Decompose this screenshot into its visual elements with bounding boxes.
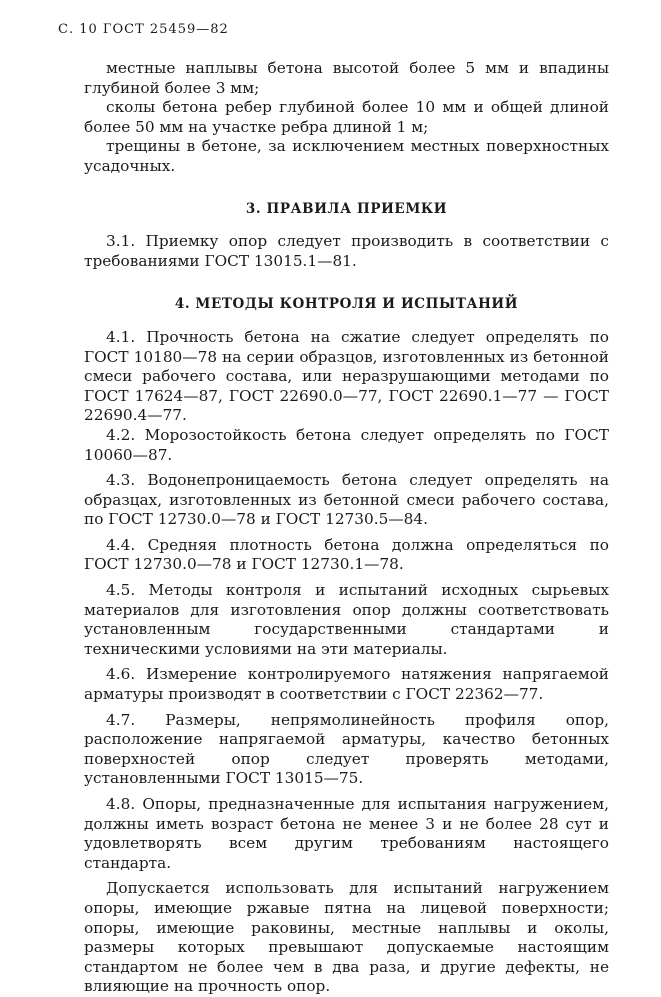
clause-4-2: 4.2. Морозостойкость бетона следует определять по ГОСТ 10060—87. xyxy=(84,425,609,464)
clause-4-6: 4.6. Измерение контролируемого натяжения напрягаемой арматуры производят в соответствии с ГОСТ 22362—77. xyxy=(84,665,609,704)
document-body xyxy=(84,59,609,997)
clause-4-4: 4.4. Средняя плотность бетона должна определяться по ГОСТ 12730.0—78 и ГОСТ 12730.1—78. xyxy=(84,535,609,574)
clause-4-7: 4.7. Размеры, непрямолинейность профиля опор, расположение напрягаемой арматуры, качество бетонных поверхностей опор следует проверять методами, установленными ГОСТ 13015—75. xyxy=(84,710,609,788)
clause-4-8-note: Допускается использовать для испытаний нагружением опоры, имеющие ржавые пятна на лицевой поверхности; опоры, имеющие раковины, местные наплывы и околы, размеры которых превышают допускаемые настоящим стандартом не более чем в два раза, и другие дефекты, не влияющие на прочность опор. xyxy=(84,879,609,996)
intro-item-2: сколы бетона ребер глубиной более 10 мм и общей длиной более 50 мм на участке ребра длиной 1 м; xyxy=(84,98,609,136)
clause-4-1: 4.1. Прочность бетона на сжатие следует определять по ГОСТ 10180—78 на серии образцов, изготовленных из бетонной смеси рабочего состава, или неразрушающими методами по ГОСТ 17624—87, ГОСТ 22690.0—77, ГОСТ 22690.1—77 — ГОСТ 22690.4—77. xyxy=(84,327,609,425)
intro-item-1: местные наплывы бетона высотой более 5 мм и впадины глубиной более 3 мм; xyxy=(84,59,609,97)
intro-item-3: трещины в бетоне, за исключением местных поверхностных усадочных. xyxy=(84,137,609,175)
page-header: С. 10 ГОСТ 25459—82 xyxy=(58,22,229,37)
section-4-title: 4. МЕТОДЫ КОНТРОЛЯ И ИСПЫТАНИЙ xyxy=(174,296,519,313)
clause-3-1: 3.1. Приемку опор следует производить в соответствии с требованиями ГОСТ 13015.1—81. xyxy=(84,232,609,270)
section-3-title: 3. ПРАВИЛА ПРИЕМКИ xyxy=(245,200,448,217)
clause-4-8: 4.8. Опоры, предназначенные для испытания нагружением, должны иметь возраст бетона не менее 3 и не более 28 сут и удовлетворять всем другим требованиям настоящего стандарта. xyxy=(84,795,609,872)
clause-4-3: 4.3. Водонепроницаемость бетона следует определять на образцах, изготовленных из бетонной смеси рабочего состава, по ГОСТ 12730.0—78 и ГОСТ 12730.5—84. xyxy=(84,471,609,529)
clause-4-5: 4.5. Методы контроля и испытаний исходных сырьевых материалов для изготовления опор должны соответствовать установленным государственными стандартами и техническими условиями на эти материалы. xyxy=(84,581,609,658)
